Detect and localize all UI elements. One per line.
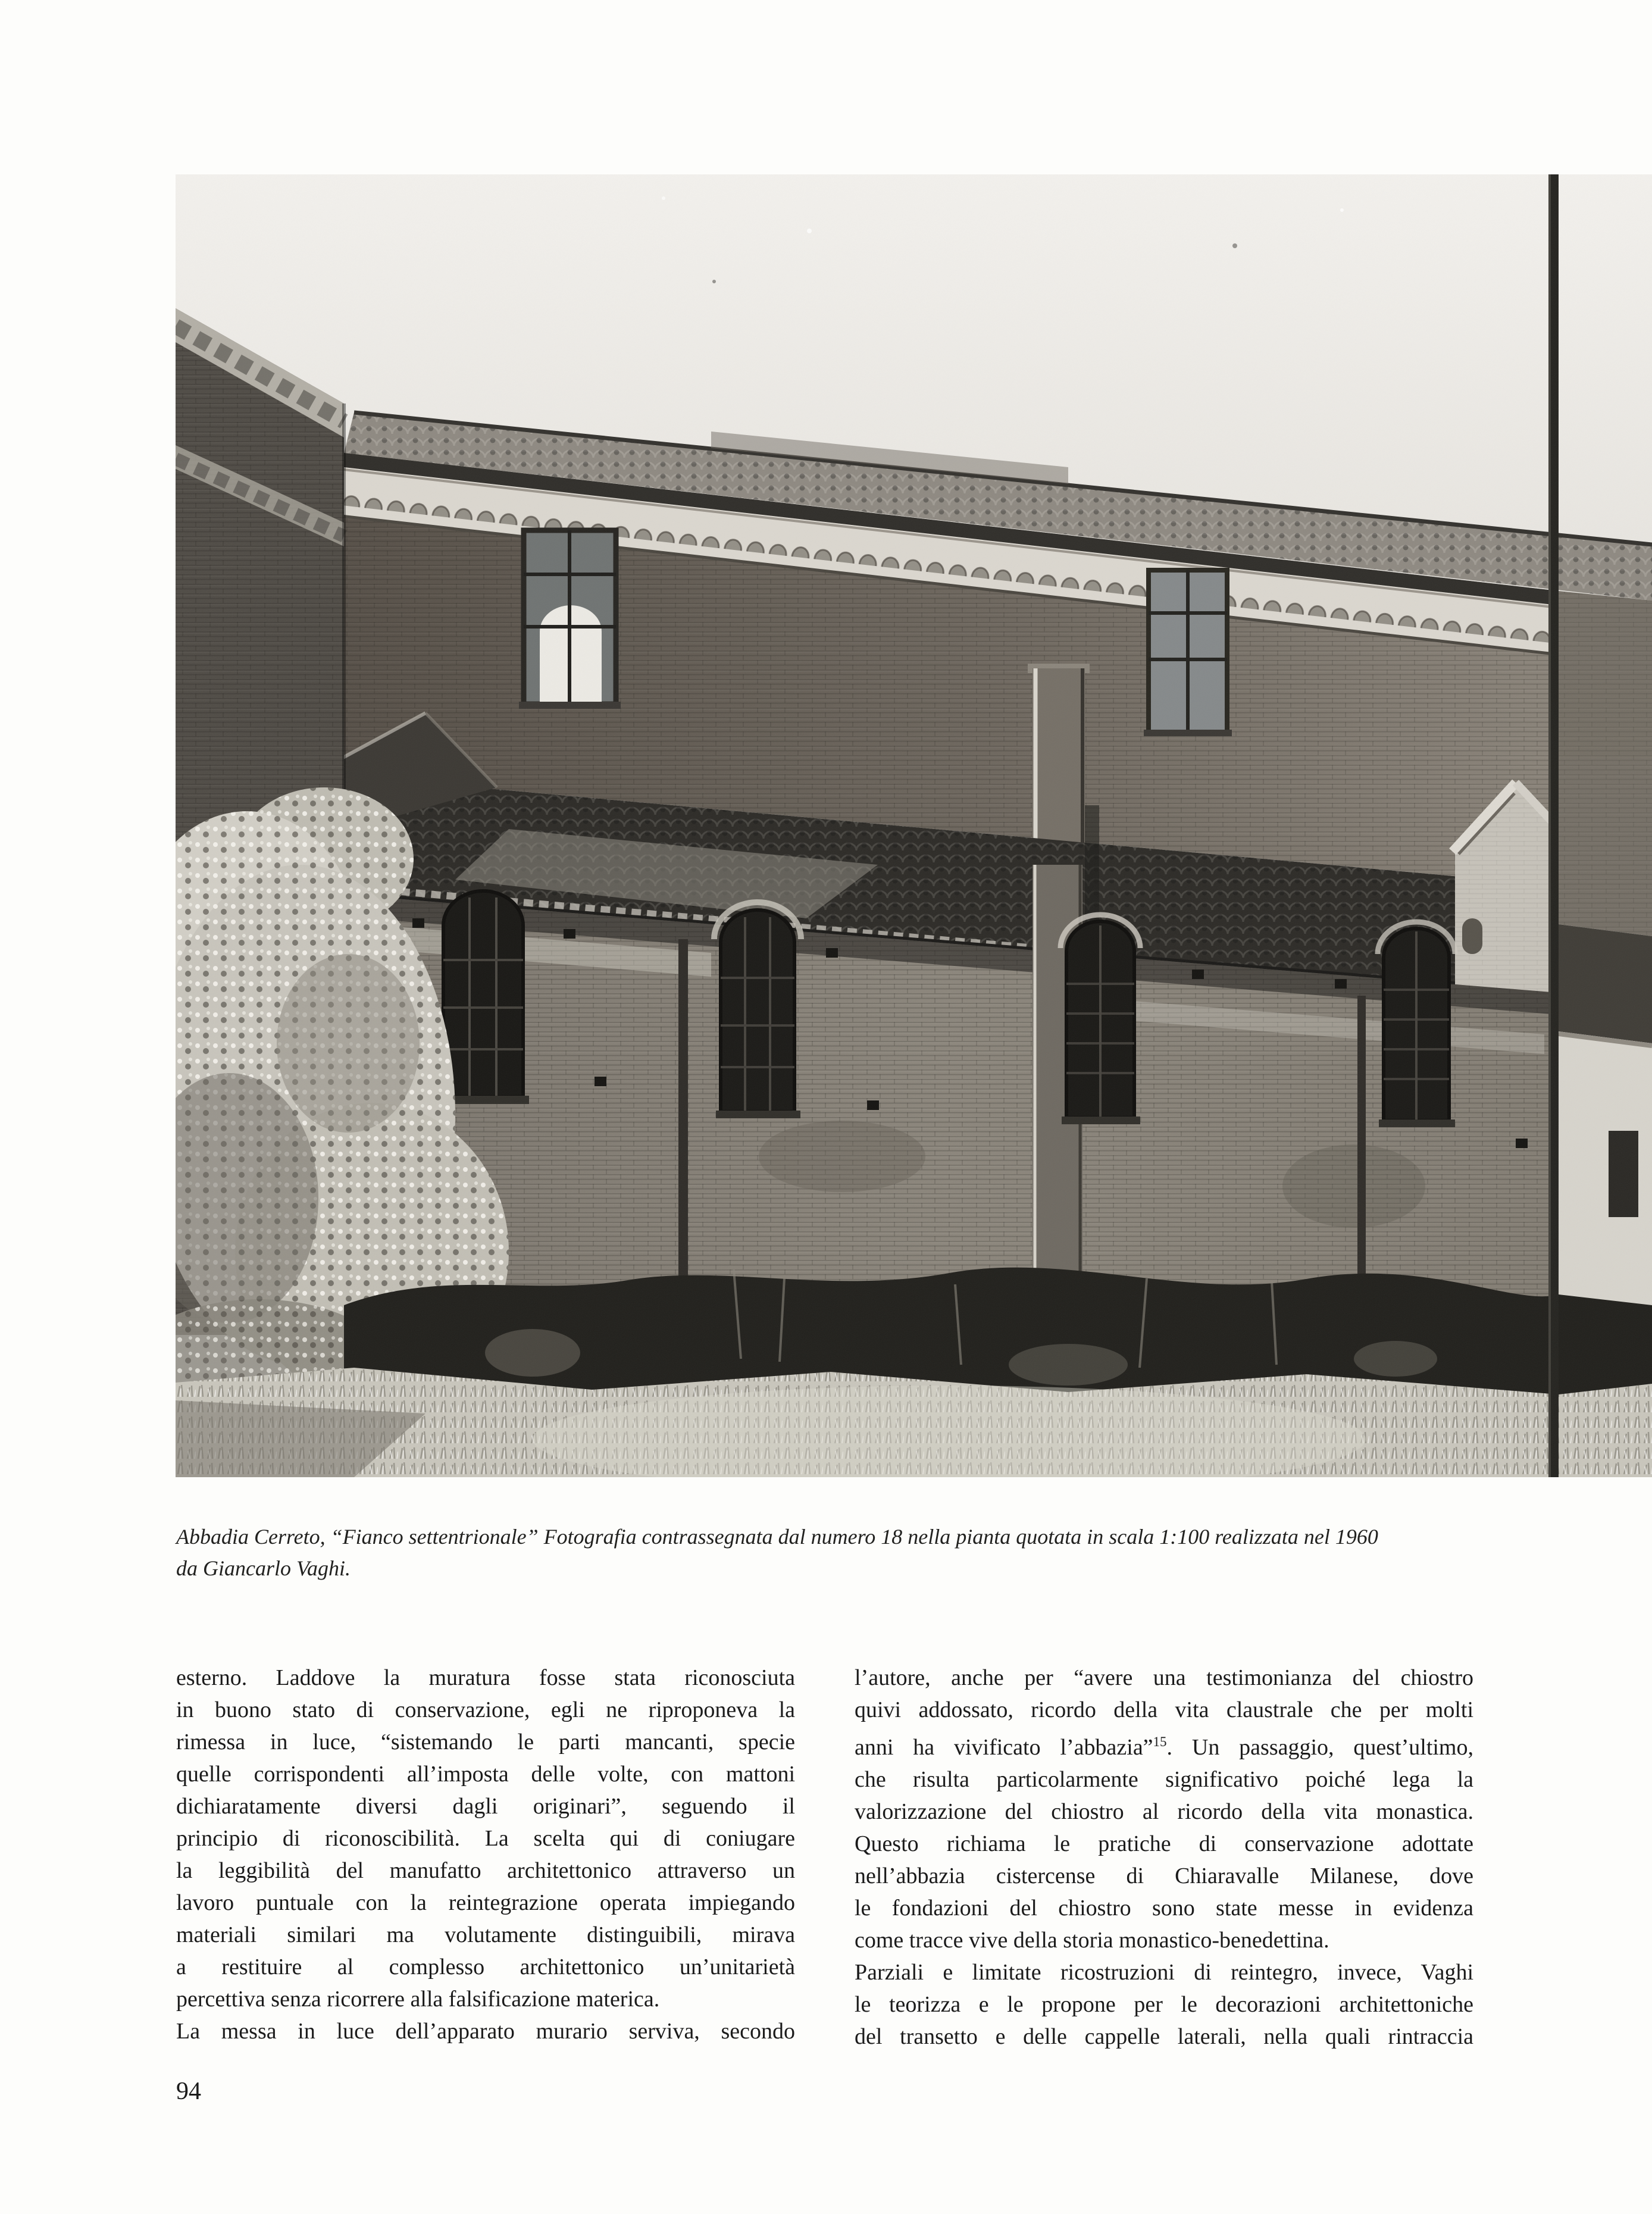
body-line: a restituire al complesso architettonico un’unitarietà	[176, 1955, 795, 1980]
page-number: 94	[176, 2078, 201, 2105]
body-line: Parziali e limitate ricostruzioni di reintegro, invece, Vaghi	[855, 1960, 1473, 1985]
body-line: la leggibilità del manufatto architettonico attraverso un	[176, 1858, 795, 1883]
body-line: come tracce vive della storia monastico-benedettina.	[855, 1928, 1329, 1953]
body-line: quivi addossato, ricordo della vita claustrale che per molti	[855, 1697, 1473, 1722]
abbey-photograph	[176, 174, 1652, 1477]
body-line: valorizzazione del chiostro al ricordo della vita monastica.	[855, 1799, 1473, 1824]
body-line: le fondazioni del chiostro sono state messe in evidenza	[855, 1896, 1473, 1921]
body-line: l’autore, anche per “avere una testimonianza del chiostro	[855, 1665, 1473, 1690]
body-line: in buono stato di conservazione, egli ne riproponeva la	[176, 1697, 795, 1722]
body-line: le teorizza e le propone per le decorazioni architettoniche	[855, 1992, 1473, 2017]
abbey-photo-illustration	[176, 174, 1652, 1477]
body-line: che risulta particolarmente significativo poiché lega la	[855, 1767, 1473, 1792]
footnote-reference: 15	[1153, 1734, 1167, 1749]
film-grain	[176, 174, 1652, 1477]
body-line: La messa in luce dell’apparato murario serviva, secondo	[176, 2019, 795, 2044]
left-column	[176, 1662, 795, 2053]
body-line: esterno. Laddove la muratura fosse stata riconosciuta	[176, 1665, 795, 1690]
body-line: lavoro puntuale con la reintegrazione operata impiegando	[176, 1890, 795, 1915]
body-line: quelle corrispondenti all’imposta delle volte, con mattoni	[176, 1762, 795, 1787]
caption-line-1: Abbadia Cerreto, “Fianco settentrionale” Fotografia contrassegnata dal numero 18 nella pianta quotata in scala 1:100 realizzata nel 1960	[176, 1525, 1378, 1549]
right-column	[855, 1662, 1473, 2053]
body-line: del transetto e delle cappelle laterali, nella quali rintraccia	[855, 2024, 1473, 2049]
body-line: dichiaratamente diversi dagli originari”, seguendo il	[176, 1794, 795, 1819]
photo-caption	[176, 1521, 1539, 1584]
body-text	[176, 1662, 1473, 2053]
body-line: nell’abbazia cistercense di Chiaravalle Milanese, dove	[855, 1863, 1473, 1888]
body-line: materiali similari ma volutamente distinguibili, mirava	[176, 1922, 795, 1947]
caption-line-2: da Giancarlo Vaghi.	[176, 1556, 351, 1580]
body-line: principio di riconoscibilità. La scelta qui di coniugare	[176, 1826, 795, 1851]
body-line	[855, 1726, 1473, 1763]
body-line: Questo richiama le pratiche di conservazione adottate	[855, 1831, 1473, 1856]
body-line: percettiva senza ricorrere alla falsificazione materica.	[176, 1987, 660, 2012]
body-line: rimessa in luce, “sistemando le parti mancanti, specie	[176, 1730, 795, 1755]
body-text-segment: . Un passaggio, quest’ultimo,	[1166, 1735, 1473, 1760]
body-text-segment: anni ha vivificato l’abbazia”	[855, 1735, 1153, 1760]
